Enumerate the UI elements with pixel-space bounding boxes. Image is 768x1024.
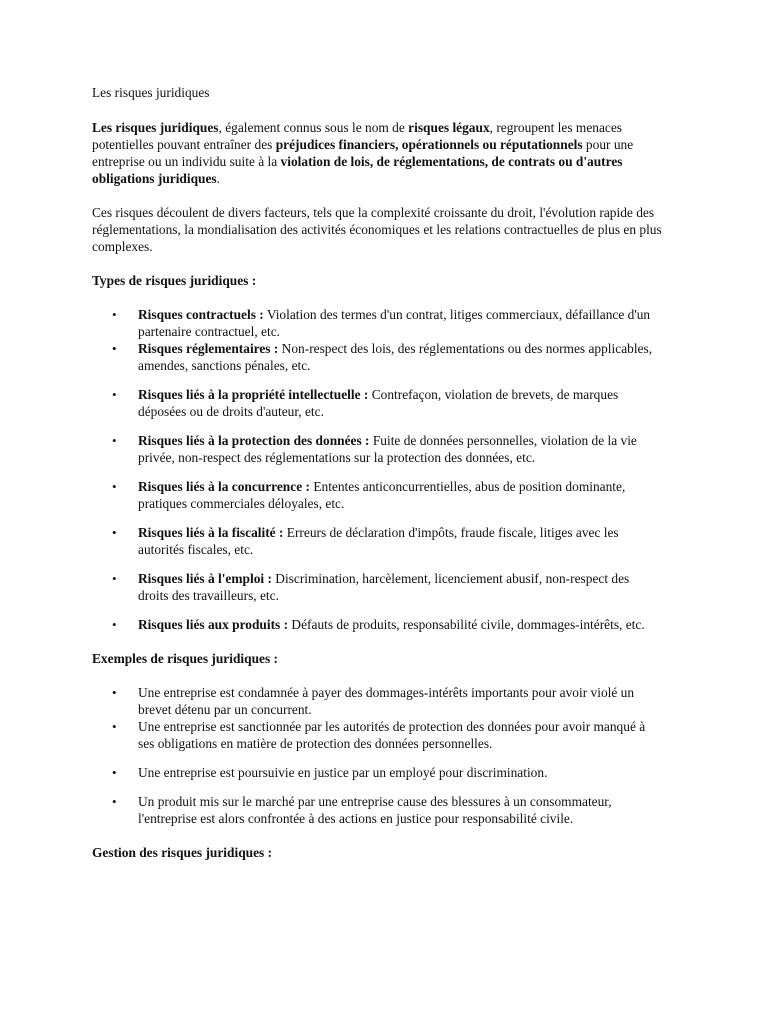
intro-prejudices: préjudices financiers, opérationnels ou réputationnels	[275, 137, 583, 152]
type-text: Erreurs de déclaration d'impôts, fraude fiscale, litiges avec les autorités fiscales, etc.	[138, 525, 619, 557]
list-item-example: • Un produit mis sur le marché par une entreprise cause des blessures à un consommateur, l'entreprise est alors confrontée à des actions en justice pour responsabilité civile.	[92, 793, 662, 827]
type-label: Risques liés à la concurrence :	[138, 479, 310, 494]
type-label: Risques liés à la protection des données :	[138, 433, 370, 448]
examples-list	[92, 684, 662, 827]
type-label: Risques réglementaires :	[138, 341, 279, 356]
intro-paragraph	[92, 119, 662, 187]
list-item-type	[92, 478, 662, 512]
list-item-type	[92, 570, 662, 604]
type-text: Contrefaçon, violation de brevets, de marques déposées ou de droits d'auteur, etc.	[138, 387, 619, 419]
intro-violations: violation de lois, de réglementations, de contrats ou d'autres obligations juridiques	[92, 154, 623, 186]
management-heading: Gestion des risques juridiques :	[92, 845, 273, 860]
list-item-type	[92, 616, 662, 633]
type-text: Violation des termes d'un contrat, litiges commerciaux, défaillance d'un partenaire contractuel, etc.	[138, 307, 651, 339]
list-item-example: • Une entreprise est sanctionnée par les autorités de protection des données pour avoir manqué à ses obligations en matière de protection des données personnelles.	[92, 718, 662, 752]
intro-text-1: , également connus sous le nom de	[218, 120, 409, 135]
type-text: Discrimination, harcèlement, licenciement abusif, non-respect des droits des travailleurs, etc.	[138, 571, 630, 603]
list-item-type	[92, 340, 662, 374]
intro-text-4: .	[216, 171, 221, 186]
type-label: Risques liés aux produits :	[138, 617, 289, 632]
type-text: Défauts de produits, responsabilité civile, dommages-intérêts, etc.	[288, 617, 645, 632]
document-title: Les risques juridiques	[92, 85, 210, 100]
type-text: Ententes anticoncurrentielles, abus de position dominante, pratiques commerciales déloyales, etc.	[138, 479, 626, 511]
list-item-type	[92, 432, 662, 466]
types-heading: Types de risques juridiques :	[92, 273, 257, 288]
intro-term: Les risques juridiques	[92, 120, 219, 135]
factors-paragraph: Ces risques découlent de divers facteurs, tels que la complexité croissante du droit, l'évolution rapide des réglementations, la mondialisation des activités économiques et les relations contractuelles de plus en plus complexes.	[92, 205, 662, 254]
examples-heading: Exemples de risques juridiques :	[92, 651, 278, 666]
document-page	[92, 84, 662, 878]
type-label: Risques liés à la propriété intellectuelle :	[138, 387, 369, 402]
list-item-type	[92, 306, 662, 340]
list-item-type	[92, 386, 662, 420]
intro-text-2: , regroupent les menaces potentielles pouvant entraîner des	[92, 120, 623, 152]
intro-text-3: pour une entreprise ou un individu suite à la	[92, 137, 634, 169]
type-label: Risques contractuels :	[138, 307, 264, 322]
types-list	[92, 306, 662, 633]
type-label: Risques liés à la fiscalité :	[138, 525, 284, 540]
type-text: Fuite de données personnelles, violation de la vie privée, non-respect des réglementations sur la protection des données, etc.	[138, 433, 637, 465]
type-text: Non-respect des lois, des réglementations ou des normes applicables, amendes, sanctions pénales, etc.	[138, 341, 653, 373]
list-item-example: • Une entreprise est poursuivie en justice par un employé pour discrimination.	[92, 764, 662, 781]
list-item-example: • Une entreprise est condamnée à payer des dommages-intérêts importants pour avoir violé un brevet détenu par un concurrent.	[92, 684, 662, 718]
type-label: Risques liés à l'emploi :	[138, 571, 272, 586]
list-item-type	[92, 524, 662, 558]
intro-term-alt: risques légaux	[408, 120, 490, 135]
